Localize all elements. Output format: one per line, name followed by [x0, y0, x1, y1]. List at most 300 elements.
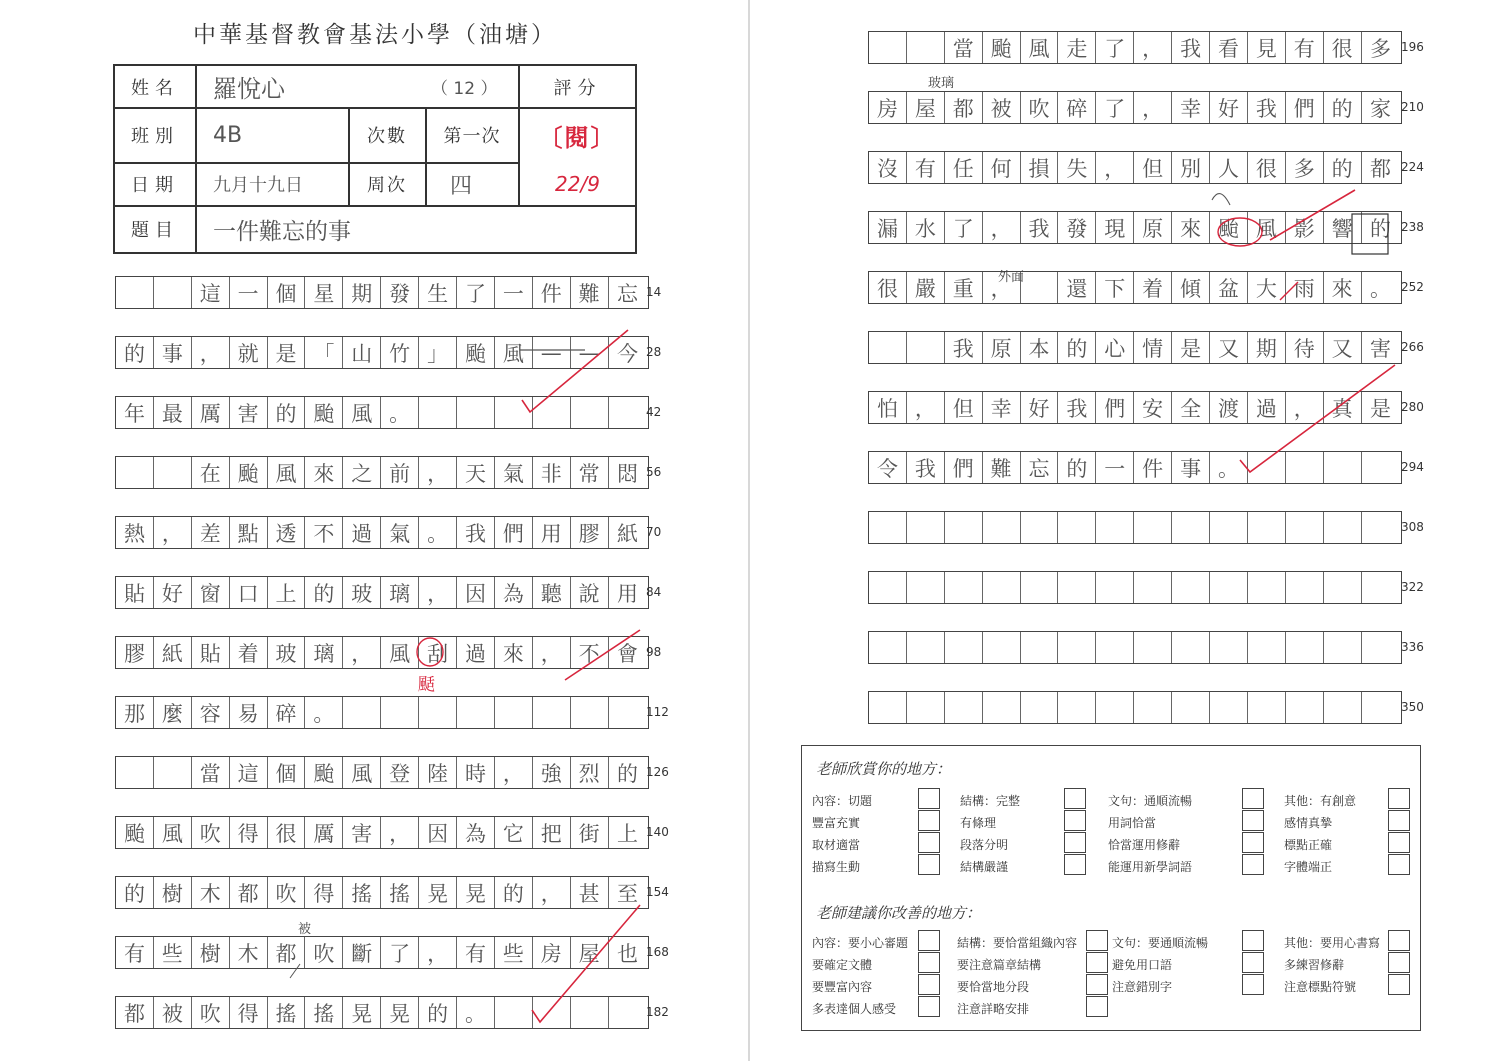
grid-cell: 膠: [571, 517, 609, 548]
evaluation-checkbox[interactable]: [918, 952, 940, 973]
grid-cell: 紙: [154, 637, 192, 668]
grid-cell: 颱: [116, 817, 154, 848]
evaluation-checkbox[interactable]: [918, 996, 940, 1017]
evaluation-item: 要確定文體: [812, 958, 873, 972]
grid-cell: 搖: [305, 997, 343, 1028]
grid-cell: 的: [1370, 216, 1392, 241]
grid-row: [868, 331, 1402, 364]
evaluation-checkbox[interactable]: [1064, 788, 1086, 809]
grid-cell: 窗: [192, 577, 230, 608]
grid-cell: [945, 632, 983, 663]
grid-cell: 我: [1021, 212, 1059, 243]
grid-cell: 被: [983, 92, 1021, 123]
evaluation-item: 感情真摯: [1284, 816, 1333, 830]
grid-cell: 的: [1058, 452, 1096, 483]
grid-cell: 有: [116, 937, 154, 968]
evaluation-checkbox[interactable]: [1388, 854, 1410, 875]
grid-cell: [1324, 572, 1362, 603]
grid-cell: 玻: [268, 637, 306, 668]
line-count: 70: [646, 525, 662, 539]
evaluation-item: 描寫生動: [812, 860, 861, 874]
grid-cell: [116, 457, 154, 488]
grid-cell: 颱: [1210, 212, 1248, 243]
evaluation-checkbox[interactable]: [1064, 810, 1086, 831]
grid-row: [868, 571, 1402, 604]
grid-cell: 失: [1058, 152, 1096, 183]
grid-cell: 玻: [343, 577, 381, 608]
grid-cell: 這: [192, 277, 230, 308]
grid-cell: [116, 757, 154, 788]
grid-cell: 風: [154, 817, 192, 848]
evaluation-checkbox[interactable]: [1388, 930, 1410, 951]
evaluation-checkbox[interactable]: [1086, 952, 1108, 973]
grid-cell: 吹: [192, 997, 230, 1028]
evaluation-checkbox[interactable]: [1388, 788, 1410, 809]
grid-cell: 任: [945, 152, 983, 183]
grid-cell: 很: [1248, 152, 1286, 183]
evaluation-checkbox[interactable]: [1242, 854, 1264, 875]
evaluation-checkbox[interactable]: [1242, 788, 1264, 809]
evaluation-item: 豐富充實: [812, 816, 861, 830]
grid-cell: 忘: [1021, 452, 1059, 483]
evaluation-item: 用詞恰當: [1108, 816, 1157, 830]
evaluation-checkbox[interactable]: [1388, 974, 1410, 995]
grid-cell: 很: [268, 817, 306, 848]
grid-row: [868, 391, 1402, 424]
grid-cell: ，: [1286, 392, 1324, 423]
grid-row: [115, 336, 649, 369]
grid-cell: 們: [945, 452, 983, 483]
grid-cell: 說: [571, 577, 609, 608]
grid-cell: 。: [1210, 452, 1248, 483]
grid-cell: [1248, 452, 1286, 483]
grid-cell: 厲: [192, 397, 230, 428]
grid-cell: 水: [907, 212, 945, 243]
grid-cell: [533, 997, 571, 1028]
evaluation-checkbox[interactable]: [1388, 810, 1410, 831]
grid-cell: 情: [1134, 332, 1172, 363]
grid-cell: 它: [495, 817, 533, 848]
correction-boli: 玻璃: [928, 76, 955, 91]
grid-cell: 雨: [1286, 272, 1324, 303]
grid-cell: 事: [154, 337, 192, 368]
line-count: 182: [646, 1005, 669, 1019]
grid-cell: 之: [343, 457, 381, 488]
grid-cell: [907, 512, 945, 543]
evaluation-checkbox[interactable]: [918, 974, 940, 995]
grid-cell: 氣: [495, 457, 533, 488]
grid-cell: 是: [1172, 332, 1210, 363]
evaluation-checkbox[interactable]: [1242, 974, 1264, 995]
grid-row: [868, 31, 1402, 64]
grid-cell: 得: [230, 817, 268, 848]
grid-cell: 熱: [116, 517, 154, 548]
week-value: 四: [450, 173, 473, 199]
grid-cell: 時: [457, 757, 495, 788]
grid-cell: 來: [305, 457, 343, 488]
grid-cell: 好: [1210, 92, 1248, 123]
grid-cell: 晃: [381, 997, 419, 1028]
grid-cell: [1172, 692, 1210, 723]
grid-row: [115, 696, 649, 729]
grid-cell: 厲: [305, 817, 343, 848]
grid-cell: 這: [230, 757, 268, 788]
grid-cell: 現: [1096, 212, 1134, 243]
grid-cell: 當: [192, 757, 230, 788]
evaluation-checkbox[interactable]: [918, 832, 940, 853]
grid-cell: 忘: [617, 281, 639, 306]
grid-cell: ，: [907, 392, 945, 423]
grid-cell: [1172, 632, 1210, 663]
line-count: 252: [1401, 280, 1424, 294]
grid-cell: [1096, 572, 1134, 603]
grid-cell: 因: [457, 577, 495, 608]
grid-cell: [154, 277, 192, 308]
grid-cell: —: [533, 337, 571, 368]
evaluation-checkbox[interactable]: [918, 788, 940, 809]
grid-cell: 風: [1021, 32, 1059, 63]
grid-cell: 們: [1096, 392, 1134, 423]
grid-cell: 木: [230, 937, 268, 968]
evaluation-checkbox[interactable]: [918, 854, 940, 875]
grid-cell: [533, 697, 571, 728]
line-count: 56: [646, 465, 662, 479]
evaluation-checkbox[interactable]: [1086, 996, 1108, 1017]
grid-cell: 晃: [419, 877, 457, 908]
grid-cell: 心: [1096, 332, 1134, 363]
grid-cell: 別: [1172, 152, 1210, 183]
evaluation-item: 其他：有創意: [1284, 794, 1357, 808]
grid-cell: [983, 692, 1021, 723]
grid-cell: 。: [419, 517, 457, 548]
grid-cell: [1286, 632, 1324, 663]
grid-row: [115, 756, 649, 789]
grid-cell: [1362, 572, 1400, 603]
evaluation-item: 文句：要通順流暢: [1112, 936, 1209, 950]
grid-cell: 過: [457, 637, 495, 668]
grid-row: [868, 451, 1402, 484]
grid-cell: 當: [945, 32, 983, 63]
grid-cell: 何: [983, 152, 1021, 183]
grid-cell: [1362, 452, 1400, 483]
grid-cell: [1210, 572, 1248, 603]
grid-cell: 的: [1058, 332, 1096, 363]
evaluation-item: 內容：要小心審題: [812, 936, 909, 950]
grid-cell: 有: [1286, 32, 1324, 63]
grid-cell: 竹: [381, 337, 419, 368]
grid-cell: [609, 997, 647, 1028]
evaluation-checkbox[interactable]: [1086, 930, 1108, 951]
grid-cell: 害: [343, 817, 381, 848]
grid-cell: 晃: [457, 877, 495, 908]
grid-cell: [1172, 512, 1210, 543]
grid-cell: 紙: [617, 521, 639, 546]
grid-cell: [1248, 692, 1286, 723]
grid-cell: 難: [571, 277, 609, 308]
evaluation-item: 能運用新學詞語: [1108, 860, 1193, 874]
grid-cell: 易: [230, 697, 268, 728]
grid-cell: 璃: [381, 577, 419, 608]
grid-cell: ，: [419, 577, 457, 608]
grid-cell: 今: [617, 341, 639, 366]
grid-cell: 的: [116, 877, 154, 908]
class-value: 4B: [213, 122, 243, 148]
grid-cell: ，: [419, 937, 457, 968]
grid-cell: 走: [1058, 32, 1096, 63]
grid-cell: 的: [617, 761, 639, 786]
grid-cell: 還: [1058, 272, 1096, 303]
school-title: 中華基督教會基法小學（油塘）: [193, 22, 557, 48]
evaluation-checkbox[interactable]: [1064, 854, 1086, 875]
grid-cell: [945, 512, 983, 543]
grid-cell: 個: [268, 277, 306, 308]
grid-row: [868, 211, 1402, 244]
grid-cell: [1248, 572, 1286, 603]
grid-cell: ，: [1096, 152, 1134, 183]
evaluation-item: 取材適當: [812, 838, 861, 852]
grid-cell: 損: [1021, 152, 1059, 183]
grid-cell: 會: [617, 641, 639, 666]
grid-cell: [1248, 512, 1286, 543]
evaluation-checkbox[interactable]: [1086, 974, 1108, 995]
grid-cell: 膠: [116, 637, 154, 668]
evaluation-item: 文句：通順流暢: [1108, 794, 1193, 808]
grid-cell: 原: [983, 332, 1021, 363]
grid-cell: [983, 572, 1021, 603]
grid-cell: 沒: [869, 152, 907, 183]
line-count: 140: [646, 825, 669, 839]
grid-cell: 我: [457, 517, 495, 548]
topic-value: 一件難忘的事: [213, 218, 351, 245]
grid-cell: 風: [495, 337, 533, 368]
grid-cell: 得: [230, 997, 268, 1028]
grid-cell: [1248, 632, 1286, 663]
evaluation-item: 要注意篇章結構: [957, 958, 1042, 972]
grid-cell: 幸: [1172, 92, 1210, 123]
appreciate-title: 老師欣賞你的地方：: [816, 760, 952, 778]
grid-cell: 最: [154, 397, 192, 428]
evaluation-checkbox[interactable]: [1064, 832, 1086, 853]
grid-cell: 一: [1096, 452, 1134, 483]
grid-cell: ，: [495, 757, 533, 788]
grid-cell: 一: [230, 277, 268, 308]
grid-cell: 些: [495, 937, 533, 968]
grid-cell: 。: [305, 697, 343, 728]
correction-bei: 被: [298, 922, 312, 937]
grid-cell: 好: [154, 577, 192, 608]
line-count: 168: [646, 945, 669, 959]
grid-row: [115, 516, 649, 549]
evaluation-checkbox[interactable]: [1388, 832, 1410, 853]
grid-cell: 把: [533, 817, 571, 848]
grid-cell: 難: [983, 452, 1021, 483]
grid-cell: [1324, 692, 1362, 723]
grid-cell: 漏: [869, 212, 907, 243]
grid-cell: [1134, 512, 1172, 543]
grid-cell: 颱: [230, 457, 268, 488]
grid-cell: [869, 332, 907, 363]
grid-cell: [983, 512, 1021, 543]
grid-cell: 但: [1134, 152, 1172, 183]
grid-cell: 搖: [343, 877, 381, 908]
grid-cell: 看: [1210, 32, 1248, 63]
grid-cell: 聽: [533, 577, 571, 608]
correction-waimian: 外面: [998, 270, 1025, 285]
grid-cell: 令: [869, 452, 907, 483]
grid-cell: 又: [1324, 332, 1362, 363]
grid-cell: 非: [533, 457, 571, 488]
grid-cell: 都: [230, 877, 268, 908]
grid-cell: 為: [495, 577, 533, 608]
grid-cell: [1058, 632, 1096, 663]
grid-cell: [1021, 512, 1059, 543]
grid-cell: 吹: [305, 937, 343, 968]
grid-cell: [1134, 572, 1172, 603]
grid-cell: 都: [268, 937, 306, 968]
grid-cell: 全: [1172, 392, 1210, 423]
week-label: 周次: [367, 175, 407, 196]
grid-cell: 事: [1172, 452, 1210, 483]
evaluation-checkbox[interactable]: [918, 930, 940, 951]
grid-cell: 的: [1324, 152, 1362, 183]
line-count: 28: [646, 345, 662, 359]
evaluation-checkbox[interactable]: [1242, 952, 1264, 973]
grid-cell: 的: [268, 397, 306, 428]
grid-cell: [1096, 512, 1134, 543]
grid-cell: [457, 697, 495, 728]
line-count: 266: [1401, 340, 1424, 354]
count-label: 次數: [367, 126, 407, 147]
grid-cell: 晃: [343, 997, 381, 1028]
grid-cell: 強: [533, 757, 571, 788]
grid-cell: 貼: [192, 637, 230, 668]
evaluation-item: 注意錯別字: [1112, 980, 1173, 994]
grid-cell: 盆: [1210, 272, 1248, 303]
grid-cell: 都: [116, 997, 154, 1028]
grid-cell: [1286, 572, 1324, 603]
grid-row: [868, 511, 1402, 544]
grid-cell: 是: [268, 337, 306, 368]
grid-cell: [154, 757, 192, 788]
evaluation-item: 字體端正: [1284, 860, 1333, 874]
grid-cell: ，: [154, 517, 192, 548]
grid-cell: —: [571, 337, 609, 368]
evaluation-item: 避免用口語: [1112, 958, 1173, 972]
grid-cell: 吹: [1021, 92, 1059, 123]
grid-cell: [116, 277, 154, 308]
grid-cell: 陸: [419, 757, 457, 788]
line-count: 280: [1401, 400, 1424, 414]
grid-cell: [571, 697, 609, 728]
line-count: 224: [1401, 160, 1424, 174]
grid-cell: 透: [268, 517, 306, 548]
evaluation-item: 內容：切題: [812, 794, 873, 808]
grid-cell: [1286, 692, 1324, 723]
grid-cell: [1096, 692, 1134, 723]
grid-cell: [343, 697, 381, 728]
grid-cell: 差: [192, 517, 230, 548]
grid-cell: 也: [617, 941, 639, 966]
grid-cell: 」: [419, 337, 457, 368]
grid-cell: [1021, 632, 1059, 663]
evaluation-checkbox[interactable]: [1242, 832, 1264, 853]
grid-cell: 颱: [983, 32, 1021, 63]
grid-cell: [1324, 452, 1362, 483]
grid-cell: 。: [457, 997, 495, 1028]
grid-cell: 過: [1248, 392, 1286, 423]
grid-cell: 屋: [907, 92, 945, 123]
grid-cell: 。: [381, 397, 419, 428]
line-count: 210: [1401, 100, 1424, 114]
grid-cell: 風: [1248, 212, 1286, 243]
grid-cell: 因: [419, 817, 457, 848]
grid-cell: 樹: [192, 937, 230, 968]
grid-cell: [869, 512, 907, 543]
score-label: 評分: [553, 77, 602, 99]
grid-cell: 用: [617, 581, 639, 606]
grid-cell: 原: [1134, 212, 1172, 243]
grid-row: [868, 271, 1402, 304]
evaluation-checkbox[interactable]: [1242, 810, 1264, 831]
evaluation-checkbox[interactable]: [1242, 930, 1264, 951]
grid-cell: 我: [907, 452, 945, 483]
grid-cell: [1021, 692, 1059, 723]
topic-label: 題目: [131, 220, 179, 241]
line-count: 196: [1401, 40, 1424, 54]
grid-cell: 風: [268, 457, 306, 488]
grid-cell: 們: [1286, 92, 1324, 123]
grid-cell: 家: [1370, 96, 1392, 121]
grid-cell: [533, 397, 571, 428]
teacher-date: 22/9: [555, 172, 600, 196]
grid-cell: [457, 397, 495, 428]
grid-row: [115, 876, 649, 909]
line-count: 294: [1401, 460, 1424, 474]
grid-cell: [495, 697, 533, 728]
grid-cell: 真: [1324, 392, 1362, 423]
evaluation-item: 多表達個人感受: [812, 1002, 897, 1016]
grid-cell: 容: [192, 697, 230, 728]
grid-cell: 星: [305, 277, 343, 308]
grid-cell: [1058, 692, 1096, 723]
grid-cell: 登: [381, 757, 419, 788]
grid-cell: ，: [381, 817, 419, 848]
grid-row: [115, 276, 649, 309]
evaluation-checkbox[interactable]: [918, 810, 940, 831]
grid-cell: 颱: [305, 757, 343, 788]
read-stamp: 〔閱〕: [538, 122, 617, 152]
grid-cell: [907, 632, 945, 663]
grid-cell: ，: [192, 337, 230, 368]
grid-cell: 有: [907, 152, 945, 183]
grid-cell: 搖: [381, 877, 419, 908]
grid-cell: 木: [192, 877, 230, 908]
improve-title: 老師建議你改善的地方：: [816, 904, 982, 922]
grid-cell: [1210, 692, 1248, 723]
grid-cell: 又: [1210, 332, 1248, 363]
grid-cell: [154, 457, 192, 488]
grid-cell: [983, 632, 1021, 663]
grid-cell: 了: [1096, 32, 1134, 63]
grid-cell: 多: [1370, 36, 1392, 61]
grid-cell: 至: [617, 881, 639, 906]
grid-cell: [869, 32, 907, 63]
grid-cell: 是: [1370, 396, 1392, 421]
grid-cell: 得: [305, 877, 343, 908]
grid-cell: 傾: [1172, 272, 1210, 303]
evaluation-checkbox[interactable]: [1388, 952, 1410, 973]
grid-cell: 了: [381, 937, 419, 968]
